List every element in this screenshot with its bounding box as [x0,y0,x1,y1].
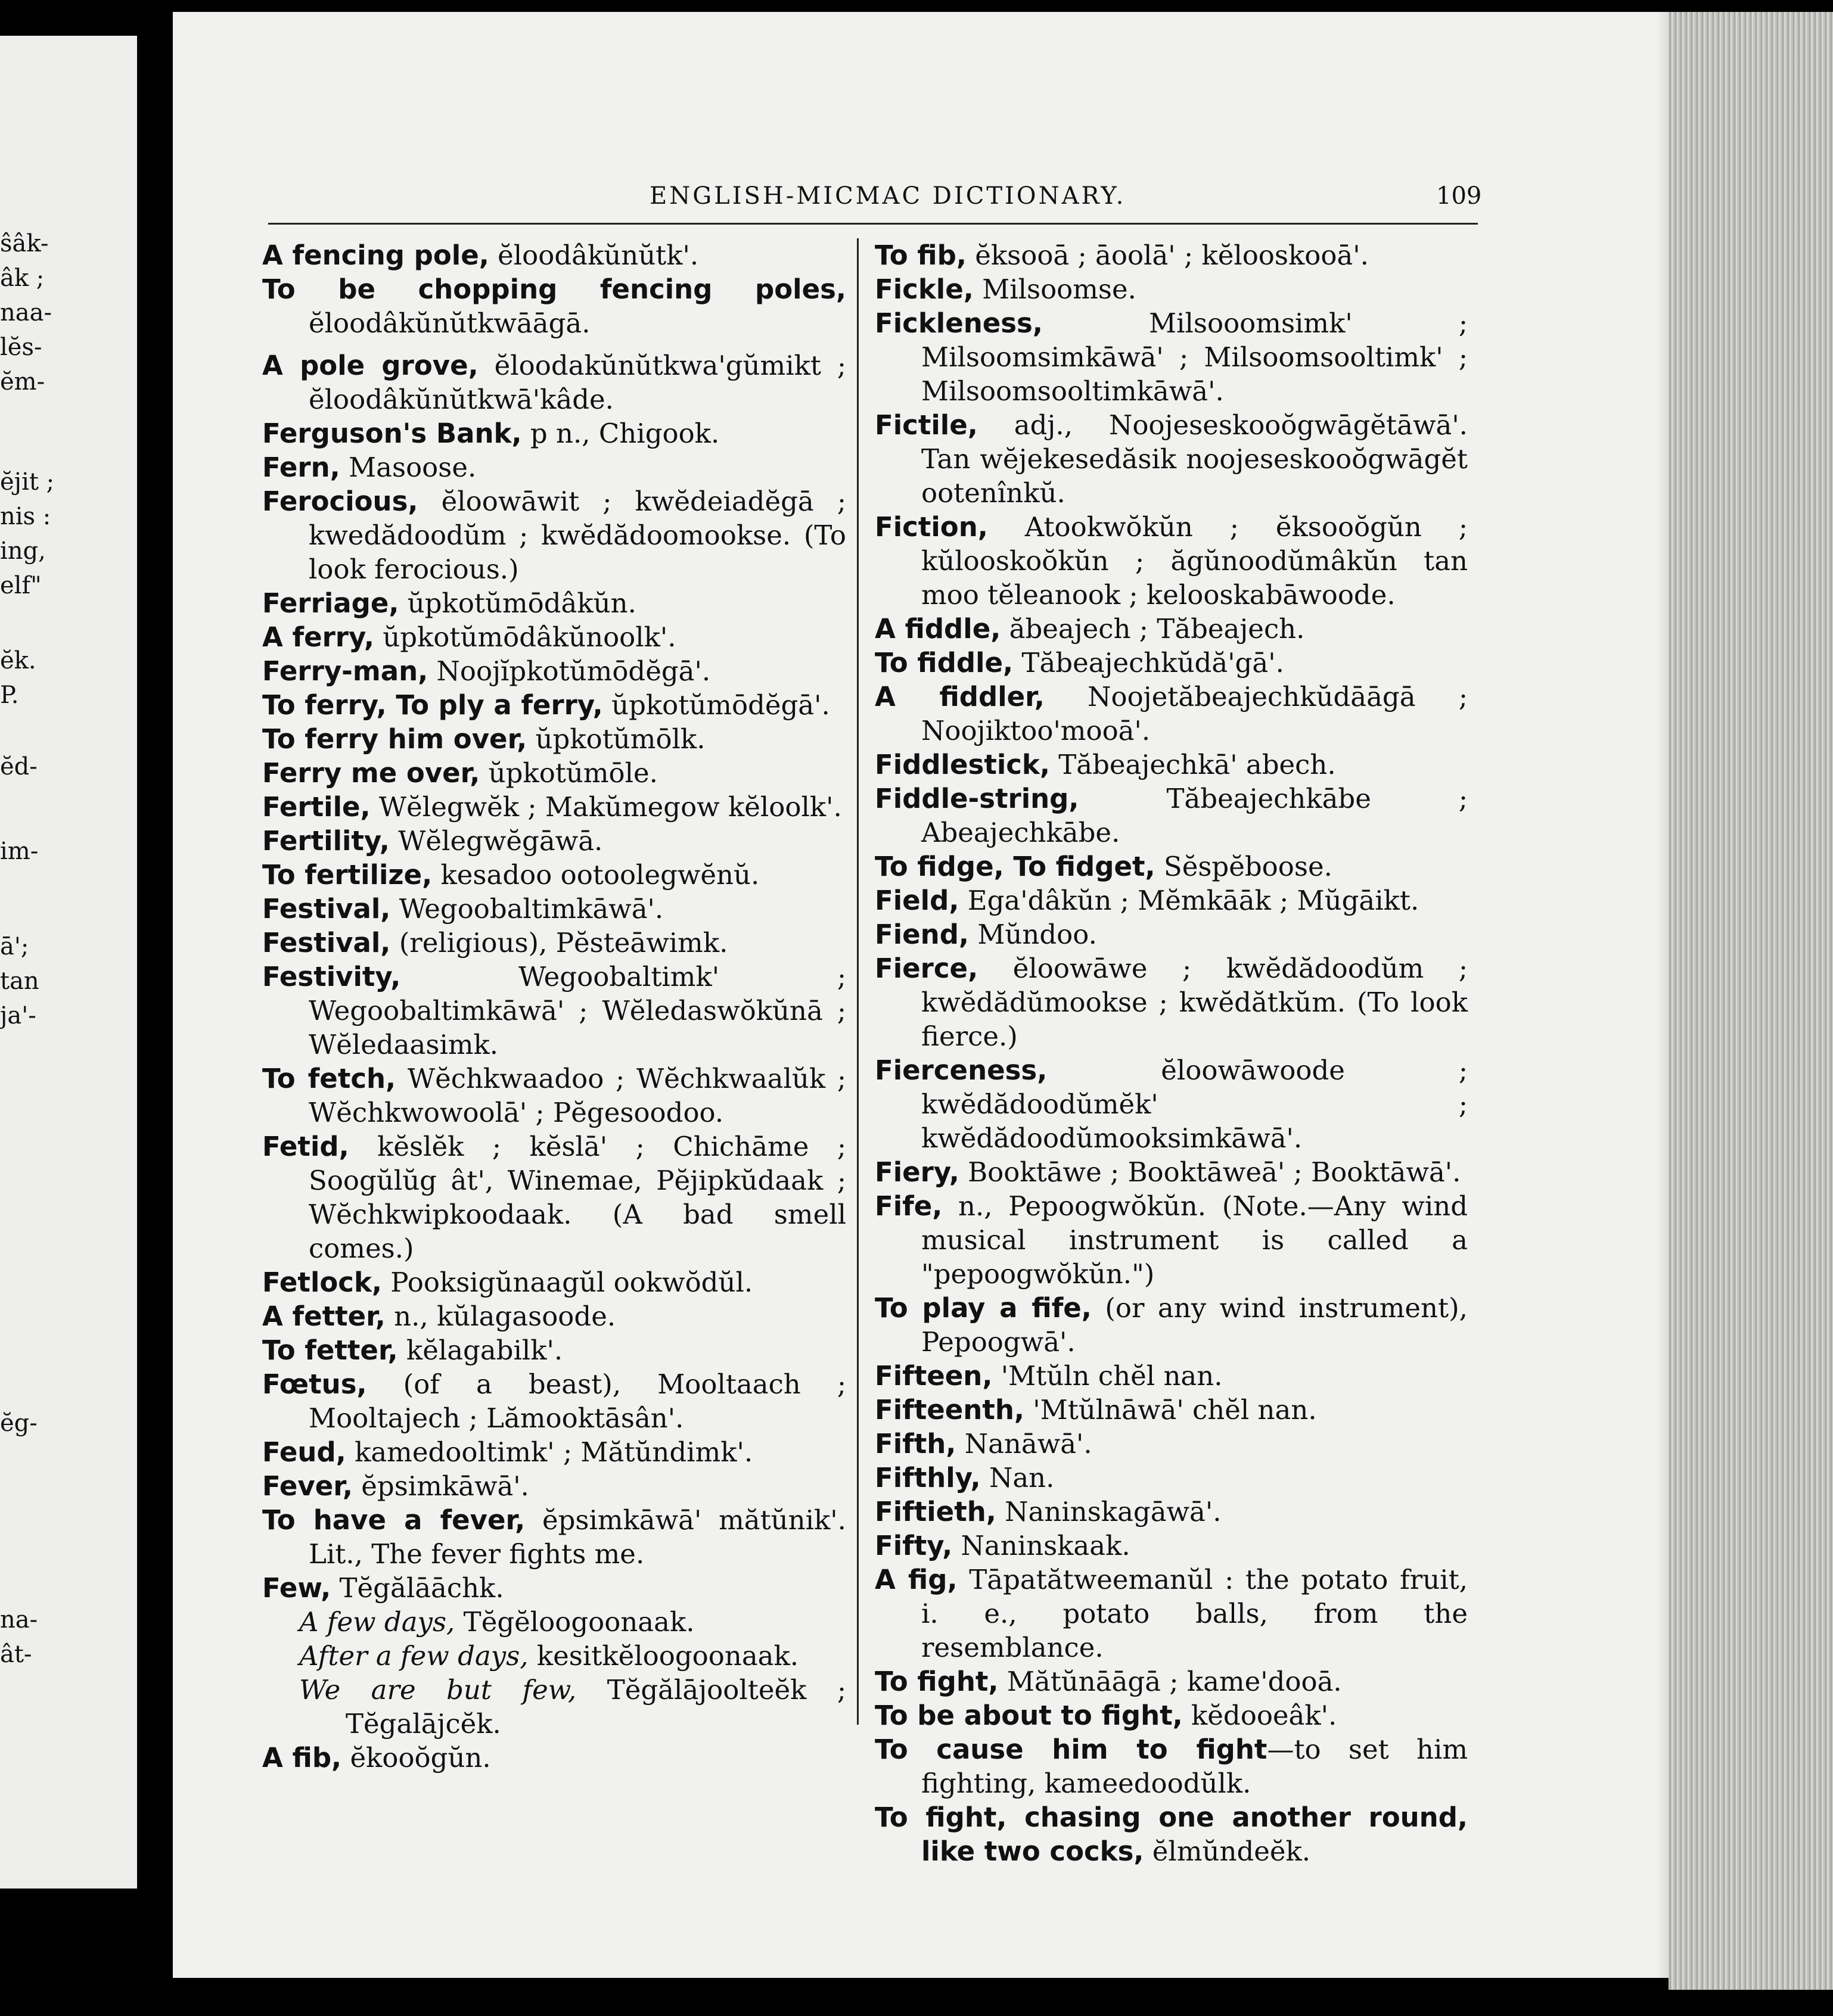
dictionary-entry [875,850,1468,883]
headword: Fifty, [875,1530,953,1561]
left-column [262,238,846,1775]
definition: Atookwŏkŭn ; ĕksooŏgŭn ; kŭlooskoŏkŭn ; ăgŭnoodŭmâkŭn tan moo tĕleanook ; kelooskabāwoode. [921,511,1468,611]
dictionary-entry [262,1333,846,1367]
dictionary-entry [875,748,1468,782]
dictionary-entry [262,1265,846,1299]
headword: To fidge, To fidget, [875,851,1155,882]
dictionary-entry [262,1503,846,1571]
definition: Masoose. [340,452,477,483]
dictionary-entry [875,1800,1468,1868]
dictionary-entry [262,892,846,926]
headword: To be chopping fencing poles, [262,273,846,305]
definition: ŭpkotŭmōle. [480,757,658,789]
headword: Fiddle-string, [875,783,1079,814]
headword: Fetid, [262,1131,349,1162]
facing-page-fragment: ĕg- [0,1410,38,1437]
headword: Ferocious, [262,486,418,517]
headword: Fern, [262,452,340,483]
headword: To fight, [875,1666,999,1697]
headword: Festivity, [262,961,401,993]
dictionary-entry [875,1155,1468,1189]
definition: kamedooltimk' ; Mătŭndimk'. [346,1436,753,1468]
dictionary-entry [262,858,846,892]
headword: Fickleness, [875,307,1043,339]
headword: To have a fever, [262,1504,526,1536]
headword: Feud, [262,1436,346,1468]
definition: ŭpkotŭmōlk. [527,723,706,755]
headword: Festival, [262,927,391,959]
dictionary-entry [875,917,1468,951]
headword: Fictile, [875,409,978,441]
dictionary-entry [875,1393,1468,1427]
definition: Wegoobaltimk' ; Wegoobaltimkāwā' ; Wĕledaswŏkŭnā ; Wĕledaasimk. [309,961,846,1060]
headword: Fickle, [875,273,974,305]
dictionary-entry [875,1461,1468,1495]
dictionary-entry [875,1189,1468,1291]
sub-entry [262,1639,846,1673]
facing-page-fragment: ĕd- [0,753,38,780]
definition: n., kŭlagasoode. [385,1301,616,1332]
definition: ĕloodakŭnŭtkwa'gŭmikt ; ĕloodâkŭnŭtkwā'kâde. [309,350,846,415]
headword: Fifteenth, [875,1394,1024,1426]
headword: A ferry, [262,621,374,653]
definition: Nan. [980,1462,1055,1494]
sub-entry [262,1605,846,1639]
dictionary-entry [262,688,846,722]
dictionary-entry [875,680,1468,748]
definition: 'Mtŭln chĕl nan. [992,1360,1223,1392]
sub-entry-translation: Tĕgĕloogoonaak. [455,1606,695,1638]
dictionary-entry [875,1359,1468,1393]
definition: ĕloodâkŭnŭtk'. [489,239,699,271]
dictionary-entry [262,722,846,756]
headword: Fertility, [262,825,390,857]
headword: To fight, chasing one another round, like two cocks, [875,1802,1468,1867]
dictionary-entry [875,272,1468,306]
definition: ĕloowāwit ; kwĕdeiadĕgā ; kwedădoodŭm ; kwĕdădoomookse. (To look ferocious.) [309,486,846,585]
headword: Fœtus, [262,1368,367,1400]
definition: Milsoomse. [973,273,1136,305]
definition: Ega'dâkŭn ; Mĕmkāāk ; Mŭgāikt. [959,885,1419,916]
facing-page-fragment: tan [0,967,39,995]
facing-page-fragment: âk ; [0,265,45,292]
headword: A fiddle, [875,613,1001,645]
page-number: 109 [1436,182,1482,210]
dictionary-entry [875,510,1468,612]
sub-entry-translation: Tĕgălājoolteĕk ; Tĕgalājcĕk. [346,1674,846,1740]
sub-entry-phrase: After a few days, [299,1640,529,1672]
definition: p n., Chigook. [521,418,720,449]
headword: To fetter, [262,1334,398,1366]
definition: Wĕlegwĕk ; Makŭmegow kĕloolk'. [370,791,842,823]
headword: Fifteen, [875,1360,993,1392]
dictionary-entry [262,238,846,272]
dictionary-entry [262,1130,846,1265]
headword: Festival, [262,893,391,925]
dictionary-entry [875,1427,1468,1461]
definition: (or any wind instrument), Pepoogwā'. [921,1292,1468,1358]
headword: To cause him to fight [875,1734,1267,1765]
headword: Fiftieth, [875,1496,996,1527]
definition: Mŭndoo. [969,919,1097,950]
definition: ĕpsimkāwā' mătŭnik'. Lit., The fever fights me. [309,1504,846,1570]
definition: ĕloowāwe ; kwĕdădoodŭm ; kwĕdădŭmookse ; kwĕdătkŭm. (To look fierce.) [921,953,1468,1052]
dictionary-entry [875,782,1468,850]
dictionary-entry [262,586,846,620]
headword: A fiddler, [875,681,1045,713]
dictionary-entry [875,1732,1468,1800]
definition: Mătŭnāāgā ; kame'dooā. [998,1666,1342,1697]
facing-page-fragment: ja'- [0,1002,36,1029]
facing-page-fragment: ât- [0,1641,32,1668]
dictionary-entry [262,450,846,484]
dictionary-page [173,12,1689,1978]
headword: Ferguson's Bank, [262,418,522,449]
headword: Ferry-man, [262,655,428,687]
dictionary-entry [875,612,1468,646]
dictionary-entry [262,824,846,858]
definition: ăbeajech ; Tăbeajech. [1001,613,1305,645]
headword: Fiery, [875,1156,959,1188]
dictionary-entry [875,1053,1468,1155]
headword: To be about to fight, [875,1700,1183,1731]
dictionary-entry [875,408,1468,510]
dictionary-entry [875,1665,1468,1698]
definition: ĕksooā ; āoolā' ; kĕlooskooā'. [966,239,1369,271]
dictionary-entry [262,1571,846,1605]
definition: Milsooomsimk' ; Milsoomsimkāwā' ; Milsoomsooltimk' ; Milsoomsooltimkāwā'. [921,307,1468,407]
facing-page-fragment: lĕs- [0,334,42,361]
definition: Noojĭpkotŭmōdĕgā'. [428,655,711,687]
headword: To fertilize, [262,859,433,891]
headword: Fierce, [875,953,978,984]
headword: A fib, [262,1742,342,1774]
definition: 'Mtŭlnāwā' chĕl nan. [1024,1394,1317,1426]
headword: To fetch, [262,1063,396,1094]
facing-page-fragment: ā'; [0,933,29,960]
facing-page-fragment: naa- [0,299,52,326]
facing-page-fragment: ing, [0,537,46,565]
definition: kĕdooeâk'. [1182,1700,1337,1731]
dictionary-entry [875,1495,1468,1529]
headword: Fiend, [875,919,970,950]
headword: A fencing pole, [262,239,489,271]
headword: To ferry him over, [262,723,527,755]
headword: Ferriage, [262,587,399,619]
definition: ŭpkotŭmōdâkŭnoolk'. [374,621,676,653]
headword: Fetlock, [262,1267,382,1298]
facing-page-fragment: nis : [0,503,51,530]
definition: Wĕlegwĕgāwā. [389,825,603,857]
dictionary-entry [262,960,846,1062]
definition: Tăbeajechkŭdă'gā'. [1013,647,1284,679]
page-title: ENGLISH-MICMAC DICTIONARY. [650,182,1126,210]
sub-entry-phrase: We are but few, [299,1674,577,1706]
definition: kĕlagabilk'. [397,1334,563,1366]
definition: kesadoo ootoolegwĕnŭ. [432,859,760,891]
dictionary-entry [262,756,846,790]
definition: ĕpsimkāwā'. [352,1470,529,1502]
definition: —to set him fighting, kameedoodŭlk. [921,1734,1468,1799]
dictionary-entry [875,1291,1468,1359]
facing-page-fragment: im- [0,838,39,865]
headword: Fifthly, [875,1462,981,1494]
dictionary-entry [875,306,1468,408]
definition: Naninskaak. [952,1530,1130,1561]
dictionary-entry [875,238,1468,272]
definition: Naninskagāwā'. [996,1496,1222,1527]
headword: A fig, [875,1564,958,1595]
headword: To play a fife, [875,1292,1092,1324]
dictionary-entry [262,1367,846,1435]
headword: To fiddle, [875,647,1014,679]
definition: (of a beast), Mooltaach ; Mooltajech ; Lămooktāsân'. [309,1368,846,1434]
dictionary-entry [875,883,1468,917]
headword: Few, [262,1572,331,1604]
headword: Fiction, [875,511,988,543]
definition: ŭpkotŭmōdĕgā'. [602,689,830,721]
dictionary-entry [875,1698,1468,1732]
definition: Tăbeajechkābe ; Abeajechkābe. [921,783,1468,848]
facing-page-fragment: ĕjit ; [0,468,55,496]
definition: ĕloodâkŭnŭtkwāāgā. [309,307,591,339]
definition: Sĕspĕboose. [1155,851,1332,882]
definition: ĕkooŏgŭn. [341,1742,491,1774]
dictionary-entry [262,620,846,654]
definition: Pooksigŭnaagŭl ookwŏdŭl. [381,1267,753,1298]
definition: ŭpkotŭmōdâkŭn. [399,587,636,619]
definition: Tāpatătweemanŭl : the potato fruit, i. e., potato balls, from the resemblance. [921,1564,1468,1663]
definition: Noojetăbeajechkŭdāāgā ; Noojiktoo'mooā'. [921,681,1468,746]
dictionary-entry [262,926,846,960]
definition: Wegoobaltimkāwā'. [390,893,664,925]
dictionary-entry [875,646,1468,680]
headword: Fiddlestick, [875,749,1050,780]
facing-page-fragment: na- [0,1606,38,1634]
definition: Tĕgălāāchk. [331,1572,504,1604]
definition: Wĕchkwaadoo ; Wĕchkwaalŭk ; Wĕchkwowoolā' ; Pĕgesoodoo. [309,1063,846,1128]
dictionary-entry [262,654,846,688]
dictionary-entry [875,1563,1468,1665]
definition: n., Pepoogwŏkŭn. (Note.—Any wind musical instrument is called a "pepoogwŏkŭn.") [921,1190,1468,1290]
headword: To ferry, To ply a ferry, [262,689,603,721]
headword: Fever, [262,1470,353,1502]
dictionary-entry [262,1299,846,1333]
headword: A pole grove, [262,350,479,381]
definition: (religious), Pĕsteāwimk. [390,927,728,959]
dictionary-entry [262,1741,846,1775]
facing-page-fragment: ĕm- [0,368,45,396]
headword: Fierceness, [875,1054,1048,1086]
facing-page [0,36,137,1889]
headword: A fetter, [262,1301,386,1332]
dictionary-entry [262,272,846,340]
dictionary-entry [262,349,846,416]
headword: Fertile, [262,791,371,823]
dictionary-entry [875,951,1468,1053]
column-divider [857,238,859,1725]
definition: Tăbeajechkā' abech. [1049,749,1336,780]
dictionary-entry [262,1062,846,1130]
facing-page-fragment: ŝâk- [0,230,49,257]
facing-page-fragment: P. [0,682,19,709]
definition: Nanāwā'. [956,1428,1092,1460]
headword: Field, [875,885,959,916]
definition: kĕslĕk ; kĕslā' ; Chichāme ; Soogŭlŭg ât', Winemae, Pĕjipkŭdaak ; Wĕchkwipkoodaak. (A bad smell comes.) [309,1131,846,1264]
definition: adj., Noojeseskooŏgwāgĕtāwā'. Tan wĕjekesedăsik noojeseskooŏgwāgĕt ootenînkŭ. [921,409,1468,509]
dictionary-entry [875,1529,1468,1563]
headword: Fife, [875,1190,943,1222]
headword: To fib, [875,239,967,271]
facing-page-fragment: ĕk. [0,647,36,674]
sub-entry [262,1673,846,1741]
headword: Ferry me over, [262,757,480,789]
dictionary-entry [262,484,846,586]
dictionary-entry [262,1435,846,1469]
definition: Booktāwe ; Booktāweā' ; Booktāwā'. [959,1156,1461,1188]
dictionary-entry [262,790,846,824]
headword: Fifth, [875,1428,956,1460]
sub-entry-phrase: A few days, [299,1606,455,1638]
dictionary-entry [262,1469,846,1503]
definition: ĕloowāwoode ; kwĕdădoodŭmĕk' ; kwĕdădoodŭmooksimkāwā'. [921,1054,1468,1154]
right-column [875,238,1468,1868]
facing-page-fragment: elf" [0,572,42,599]
header-rule [268,223,1478,225]
page-edges [1669,12,1833,1990]
definition: ĕlmŭndeĕk. [1144,1835,1311,1867]
dictionary-entry [262,416,846,450]
sub-entry-translation: kesitkĕloogoonaak. [528,1640,799,1672]
